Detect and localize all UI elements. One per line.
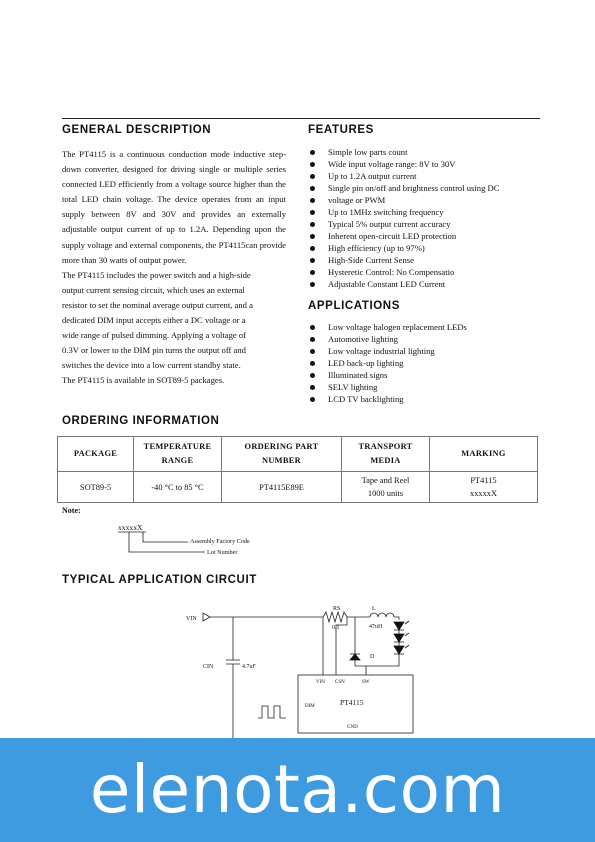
diode-symbol [350,654,360,660]
feature-item: Inherent open-circuit LED protection [308,230,548,242]
sense-resistor [323,612,347,622]
application-item: SELV lighting [308,381,548,393]
description-paragraph-1: The PT4115 is a continuous conduction mode inductive step-down converter, designed for driving single or multiple series connected LED efficiently from a voltage source higher than the total LED chain voltage. The device operates from an input supply between 8V and 30V and provides an externally adjustable output current of up to 1.2A. Depending upon the supply voltage and external components, the PT4115can provide more than 30 watts of output power. [62,149,286,265]
diode-label: D [370,654,375,660]
heading-features: FEATURES [308,124,374,136]
feature-item: Up to 1MHz switching frequency [308,206,548,218]
feature-item: Hysteretic Control: No Compensatio [308,266,548,278]
description-line: wide range of pulsed dimming. Applying a voltage of [62,330,247,341]
cell-part-number: PT4115E89E [222,472,342,503]
feature-item: Typical 5% output current accuracy [308,218,548,230]
heading-ordering-information: ORDERING INFORMATION [62,415,220,427]
description-line: switches the device into a low current standby state. [62,360,241,371]
watermark-text: elenota.com [89,751,506,828]
pin-csn-label: CSN [335,680,345,685]
led-3 [394,646,404,654]
cin-capacitor [226,660,240,664]
inductor [370,613,394,617]
feature-item: High efficiency (up to 97%) [308,242,548,254]
cell-temperature: -40 °C to 85 °C [134,472,222,503]
note-label: Note: [62,506,81,515]
header-text: ORDERING PART NUMBER [244,442,319,465]
feature-item: Simple low parts count [308,146,548,158]
watermark-banner [0,738,595,842]
header-text: TRANSPORT MEDIA [358,442,413,465]
description-line: dedicated DIM input accepts either a DC voltage or a [62,315,246,326]
header-text: TEMPERATURE RANGE [143,442,212,465]
header-package: PACKAGE [58,437,134,472]
inductor-label: L [372,606,376,612]
lot-number-label: Lot Number [207,549,238,556]
pin-sw-label: SW [362,680,370,685]
heading-typical-application-circuit: TYPICAL APPLICATION CIRCUIT [62,574,257,586]
assembly-leader [143,532,188,542]
description-line: resistor to set the nominal average output current, and a [62,299,253,310]
rs-value: 0.1 [332,625,340,631]
feature-item: Single pin on/off and brightness control using DC [308,182,548,194]
led-1 [394,622,404,630]
application-item: LCD TV backlighting [308,393,548,405]
marking-line: xxxxxX [470,489,497,498]
transport-line: Tape and Reel [361,476,410,485]
marking-code: xxxxxX [118,523,143,532]
heading-applications: APPLICATIONS [308,300,400,312]
led-return [355,657,399,666]
header-marking: MARKING [430,437,538,472]
description-line: 0.3V or lower to the DIM pin turns the output off and [62,345,246,356]
application-item: Illuminated signs [308,369,548,381]
cell-package: SOT89-5 [58,472,134,503]
led-2 [394,634,404,642]
feature-item: Adjustable Constant LED Current [308,278,548,290]
pin-vin-label: VIN [316,680,325,685]
application-item: LED back-up lighting [308,357,548,369]
pin-gnd-label: GND [347,725,358,730]
feature-item-continuation: voltage or PWM [308,194,548,206]
cin-value: 4.7uF [242,664,256,670]
led-light-arrows [405,621,409,648]
marking-line: PT4115 [470,476,497,485]
assembly-factory-code-label: Assembly Factory Code [190,538,250,545]
application-item: Low voltage halogen replacement LEDs [308,321,548,333]
inductor-to-leds [394,617,399,620]
feature-item: High-Side Current Sense [308,254,548,266]
rs-label: RS [333,606,341,612]
description-line: The PT4115 includes the power switch and a high-side [62,269,251,280]
feature-item: Wide input voltage range: 8V to 30V [308,158,548,170]
application-item: Low voltage industrial lighting [308,345,548,357]
pin-dim-label: DIM [305,704,315,709]
description-line: The PT4115 is available in SOT89-5 packages. [62,375,225,386]
inductor-value: 47uH [369,624,383,630]
application-item: Automotive lighting [308,333,548,345]
vin-label: VIN [186,616,197,622]
feature-item: Up to 1.2A output current [308,170,548,182]
description-line: output current sensing circuit, which uses an external [62,284,245,295]
transport-line: 1000 units [367,489,404,498]
pwm-waveform [258,706,286,718]
vin-terminal-symbol [203,613,210,621]
cin-label: CIN [203,664,214,670]
chip-label: PT4115 [340,698,364,707]
heading-general-description: GENERAL DESCRIPTION [62,124,212,136]
